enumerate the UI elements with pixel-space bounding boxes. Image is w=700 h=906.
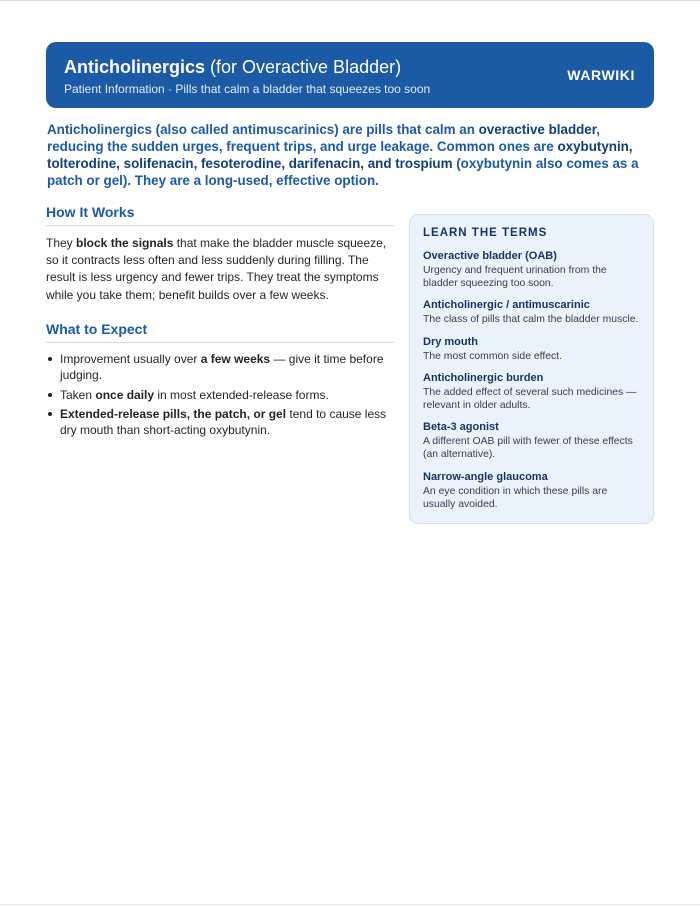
item-emphasis: a few weeks [200, 351, 271, 366]
term-definition: The class of pills that calm the bladder muscle. [423, 314, 639, 326]
term-entry [423, 335, 639, 363]
header-banner [46, 42, 654, 108]
page-title-main: Anticholinergics [64, 57, 206, 77]
intro-text: Anticholinergics (also called antimuscarinics) are pills that calm an [47, 122, 479, 137]
intro-emphasis: overactive bladder [478, 122, 597, 137]
term-entry [423, 298, 639, 326]
list-item [46, 351, 394, 384]
body-text: that make the bladder muscle squeeze, so it contracts less often and less suddenly during filling. The result is less urgency and fewer trips. They treat the symptoms while you take them; benefit builds over a few weeks. [46, 236, 387, 302]
item-text: tend to cause less dry mouth than short-acting oxybutynin. [60, 407, 387, 438]
intro-paragraph [47, 121, 657, 189]
item-text: in most extended-release forms. [154, 387, 329, 402]
main-column [46, 204, 394, 442]
intro-text: (oxybutynin also comes as a patch or gel). They are a long-used, effective option. [47, 156, 639, 188]
page-subtitle: Patient Information · Pills that calm a bladder that squeezes too soon [64, 82, 431, 96]
how-it-works-paragraph [46, 235, 394, 304]
item-emphasis: once daily [95, 387, 155, 402]
terms-heading: LEARN THE TERMS [423, 227, 548, 239]
term-name: Anticholinergic / antimuscarinic [423, 299, 590, 312]
body-text: They [46, 236, 77, 250]
term-name: Narrow-angle glaucoma [423, 470, 548, 483]
item-text: — give it time before judging. [60, 351, 384, 383]
page-title-qualifier: (for Overactive Bladder) [205, 57, 402, 77]
brand-logo: WARWIKI [567, 67, 635, 83]
term-name: Beta-3 agonist [423, 421, 499, 434]
list-item [46, 387, 394, 403]
term-definition: An eye condition in which these pills are usually avoided. [423, 485, 608, 510]
term-name: Overactive bladder (OAB) [423, 250, 557, 262]
term-entry [423, 371, 639, 412]
page-title [64, 56, 636, 78]
term-definition: A different OAB pill with fewer of these effects (an alternative). [423, 436, 633, 461]
item-text: Improvement usually over [60, 351, 201, 366]
section-heading-how-it-works: How It Works [46, 204, 394, 226]
term-entry [423, 249, 639, 290]
body-emphasis: block the signals [76, 236, 174, 250]
item-text: Taken [60, 387, 96, 402]
term-name: Dry mouth [423, 335, 478, 348]
term-entry [423, 420, 639, 461]
item-emphasis: Extended-release pills, the patch, or gel [60, 407, 287, 422]
expect-list [46, 351, 394, 439]
section-heading-what-to-expect: What to Expect [46, 321, 394, 343]
intro-text: , reducing the sudden urges, frequent trips, and urge leakage. Common ones are [47, 122, 600, 154]
term-name: Anticholinergic burden [423, 371, 544, 384]
term-definition: The added effect of several such medicines — relevant in older adults. [423, 386, 637, 412]
term-definition: The most common side effect. [423, 350, 562, 362]
term-entry [423, 470, 639, 511]
page-top-rule [0, 0, 700, 1]
intro-drug-list: oxybutynin, tolterodine, solifenacin, fesoterodine, darifenacin, and trospium [47, 139, 633, 171]
page-bottom-rule [0, 904, 700, 905]
learn-the-terms-box [409, 214, 654, 524]
term-definition: Urgency and frequent urination from the bladder squeezing too soon. [423, 265, 607, 290]
list-item [46, 406, 394, 439]
